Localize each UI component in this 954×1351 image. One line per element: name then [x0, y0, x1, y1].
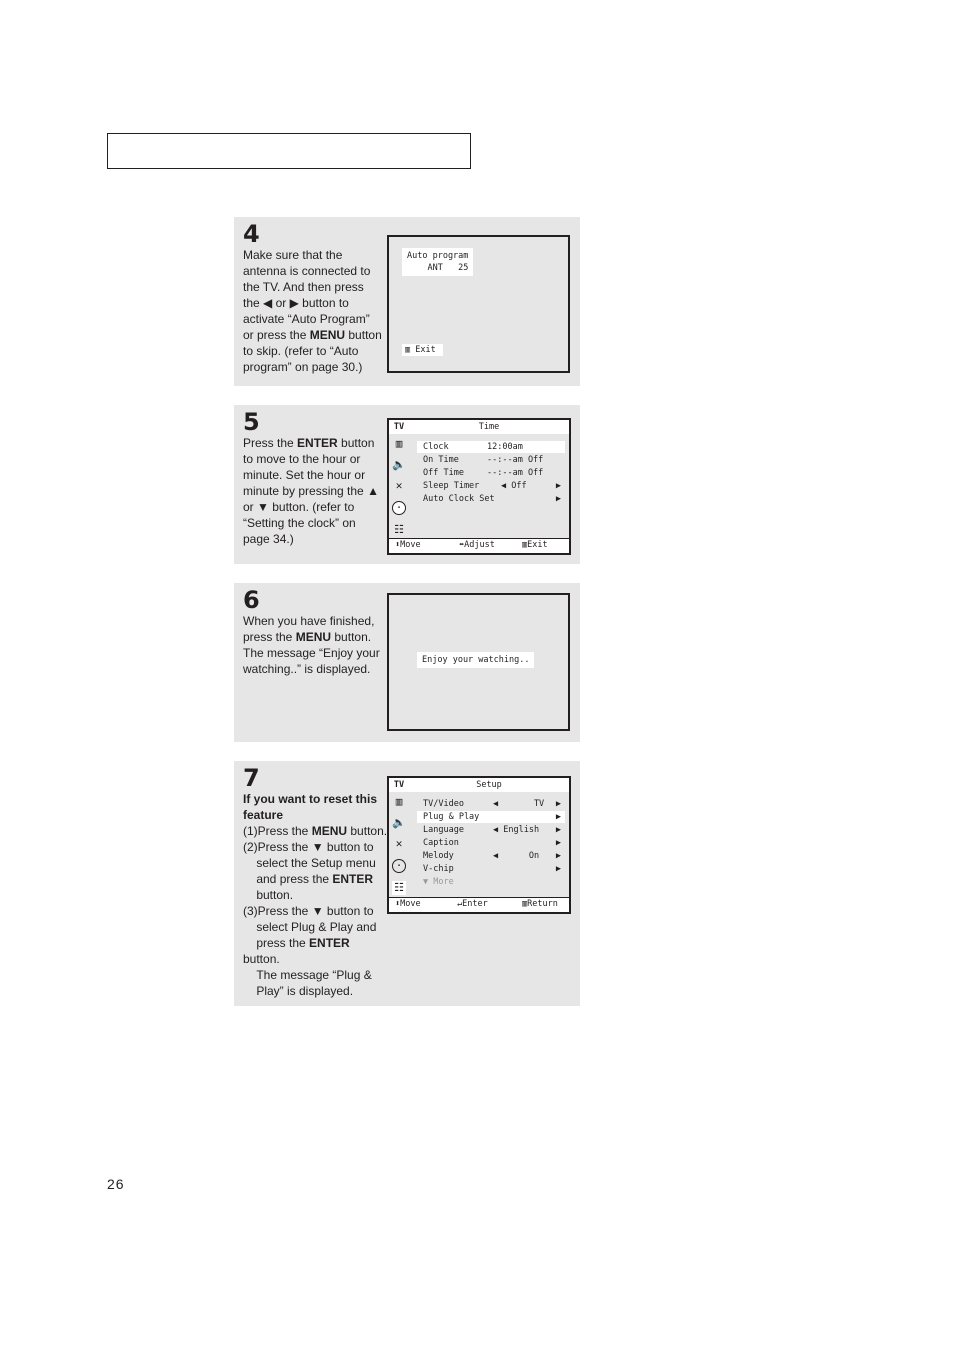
menu-footer: ⬍Move ↵Enter ▥Return — [389, 897, 569, 912]
step-panel-5 — [234, 405, 580, 564]
step-number: 7 — [243, 764, 260, 792]
menu-title: Time — [409, 420, 569, 434]
menu-row-on-time[interactable]: On Time --:--am Off — [423, 455, 544, 465]
step-number: 4 — [243, 220, 260, 248]
menu-sidebar — [389, 420, 410, 539]
tv-screen-enjoy — [387, 593, 570, 731]
sound-icon: 🔈 — [392, 816, 406, 829]
tv-menu-setup — [387, 776, 571, 914]
arrow-right-icon: ▶ — [555, 481, 561, 491]
menu-title: Setup — [409, 778, 569, 792]
menu-row-sleep-timer[interactable]: Sleep Timer ◀ Off ▶ — [423, 481, 561, 491]
menu-row-off-time[interactable]: Off Time --:--am Off — [423, 468, 544, 478]
menu-row-tv-video[interactable]: TV/Video ◀ TV ▶ — [423, 799, 561, 809]
picture-icon: ▥ — [395, 795, 403, 808]
page-number: 26 — [107, 1176, 125, 1192]
setup-icon: ☷ — [392, 881, 406, 895]
section-header-box — [107, 133, 471, 169]
menu-row-more[interactable]: ▼ More — [423, 877, 454, 887]
arrow-right-icon: ▶ — [555, 851, 561, 861]
step-instructions: When you have finished, press the MENU button. The message “Enjoy your watching..” is displayed. — [243, 614, 380, 676]
tv-tab: TV — [389, 778, 409, 792]
step-panel-6 — [234, 583, 580, 742]
tv-screen-auto-program — [387, 235, 570, 373]
menu-body — [409, 792, 569, 898]
menu-row-plug-and-play[interactable]: Plug & Play ▶ — [417, 811, 565, 823]
exit-label: ▥ Exit — [402, 344, 443, 356]
arrow-right-icon: ▶ — [555, 812, 561, 822]
tv-menu-time — [387, 418, 571, 555]
clock-icon: · — [392, 859, 406, 873]
step-instructions: Make sure that the antenna is connected to the TV. And then press the ◀ or ▶ button to activate “Auto Program” or press the MENU button to skip. (refer to “Auto program” on page 30.) — [243, 248, 382, 374]
arrow-right-icon: ▶ — [555, 825, 561, 835]
menu-icon: ▥ — [522, 540, 528, 550]
arrow-right-icon: ▶ — [555, 494, 561, 504]
menu-icon: ▥ — [522, 899, 528, 909]
arrow-right-icon: ▶ — [555, 799, 561, 809]
enter-icon: ↵ — [457, 899, 463, 909]
auto-program-label: Auto program ANT 25 — [402, 248, 473, 276]
tv-tab: TV — [389, 420, 409, 434]
picture-icon: ▥ — [395, 437, 403, 450]
step-panel-4 — [234, 217, 580, 386]
menu-footer: ⬍Move ⬌Adjust ▥Exit — [389, 538, 569, 553]
menu-row-language[interactable]: Language ◀ English ▶ — [423, 825, 561, 835]
menu-row-melody[interactable]: Melody ◀ On ▶ — [423, 851, 561, 861]
channel-icon: ✕ — [395, 479, 403, 492]
setup-icon: ☷ — [394, 523, 404, 536]
arrow-right-icon: ▶ — [555, 864, 561, 874]
step-number: 6 — [243, 586, 260, 614]
sound-icon: 🔈 — [392, 458, 406, 471]
step-panel-7 — [234, 761, 580, 1006]
menu-body — [409, 434, 569, 539]
channel-icon: ✕ — [395, 837, 403, 850]
up-down-icon: ⬍ — [395, 540, 401, 550]
menu-row-clock[interactable]: Clock 12:00am — [417, 441, 565, 453]
arrow-right-icon: ▶ — [555, 838, 561, 848]
clock-icon: · — [392, 501, 406, 515]
step-instructions: Press the ENTER button to move to the hour or minute. Set the hour or minute by pressing the ▲ or ▼ button. (refer to “Setting the clock” on page 34.) — [243, 436, 379, 546]
step-number: 5 — [243, 408, 260, 436]
menu-row-caption[interactable]: Caption ▶ — [423, 838, 561, 848]
up-down-icon: ⬍ — [395, 899, 401, 909]
menu-sidebar — [389, 778, 410, 898]
menu-row-auto-clock-set[interactable]: Auto Clock Set ▶ — [423, 494, 561, 504]
menu-icon: ▥ — [405, 345, 411, 355]
left-right-icon: ⬌ — [459, 540, 465, 550]
step-instructions: If you want to reset this feature (1)Press the MENU button. (2)Press the ▼ button to select the Setup menu and press the ENTER button. (3)Press the ▼ button to select Plug & Play and press the ENTER button. The message “Plug & Play” is displayed. — [243, 792, 388, 998]
menu-row-v-chip[interactable]: V-chip ▶ — [423, 864, 561, 874]
enjoy-message: Enjoy your watching.. — [417, 652, 534, 668]
